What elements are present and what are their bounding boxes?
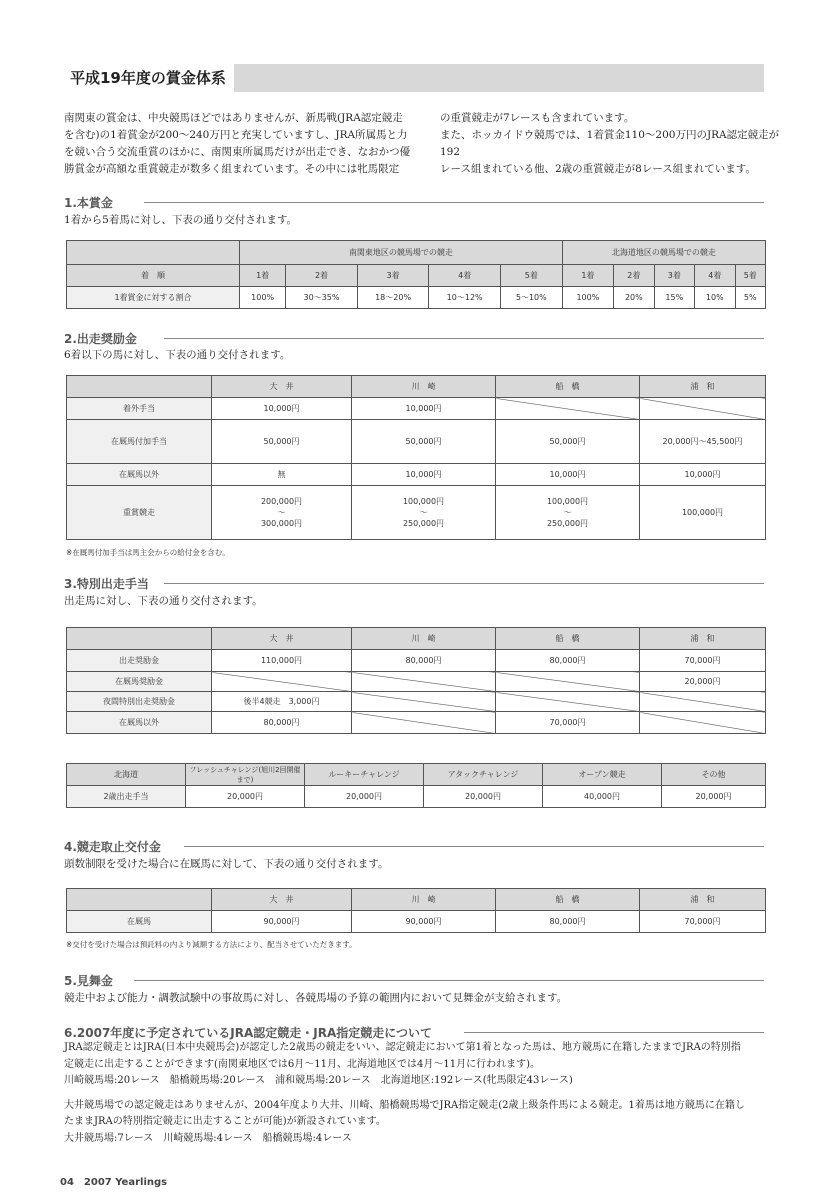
ratio-cell: 18〜20% bbox=[357, 287, 429, 309]
cancel-table bbox=[66, 888, 766, 933]
page-title: 平成19年度の賞金体系 bbox=[62, 64, 234, 92]
ratio-cell: 5〜10% bbox=[500, 287, 562, 309]
body-line: 川崎競馬場:20レース 船橋競馬場:20レース 浦和競馬場:20レース 北海道地区:192レース(牝馬限定43レース) bbox=[64, 1075, 573, 1086]
value-cell: 80,000円 bbox=[352, 650, 496, 672]
empty-cell bbox=[496, 398, 640, 420]
corner-cell bbox=[67, 889, 212, 911]
intro-line: の重賞競走が7レースも含まれています。 bbox=[440, 112, 635, 124]
section-heading bbox=[64, 972, 764, 989]
empty-cell bbox=[352, 692, 496, 712]
range-tilde: 〜 bbox=[277, 508, 286, 517]
track-header: 浦 和 bbox=[640, 376, 766, 398]
row-label: 在厩馬付加手当 bbox=[67, 420, 212, 464]
intro-line: を含む)の1着賞金が200〜240万円と充実していますし、JRA所属馬と力 bbox=[64, 129, 408, 141]
value-cell: 20,000円 bbox=[662, 786, 766, 808]
value-cell: 50,000円 bbox=[212, 420, 352, 464]
spacer bbox=[64, 1090, 776, 1098]
empty-cell bbox=[352, 672, 496, 692]
category-header: その他 bbox=[662, 764, 766, 786]
value-cell: 50,000円 bbox=[496, 420, 640, 464]
range-bottom: 300,000円 bbox=[260, 519, 303, 528]
value-cell: 20,000円 bbox=[305, 786, 424, 808]
empty-cell bbox=[496, 692, 640, 712]
category-header: アタックチャレンジ bbox=[424, 764, 543, 786]
empty-cell bbox=[352, 712, 496, 734]
intro-line: 勝賞金が高額な重賞競走が数多く組まれています。その中には牝馬限定 bbox=[64, 163, 400, 175]
prize-table bbox=[66, 240, 766, 309]
ratio-cell: 15% bbox=[654, 287, 694, 309]
range-tilde: 〜 bbox=[419, 508, 428, 517]
section-desc: 出走馬に対し、下表の通り交付されます。 bbox=[64, 595, 263, 607]
ratio-cell: 100% bbox=[562, 287, 613, 309]
intro-line: レース組まれている他、2歳の重賞競走が8レース組まれています。 bbox=[440, 163, 756, 175]
value-cell: 20,000円 bbox=[186, 786, 305, 808]
empty-cell bbox=[496, 672, 640, 692]
row-label: 着外手当 bbox=[67, 398, 212, 420]
value-cell: 10,000円 bbox=[212, 398, 352, 420]
special-table bbox=[66, 627, 766, 734]
row-label: 在厩馬以外 bbox=[67, 712, 212, 734]
value-cell: 80,000円 bbox=[496, 911, 640, 933]
value-cell: 80,000円 bbox=[496, 650, 640, 672]
section-desc: 競走中および能力・調教試験中の事故馬に対し、各競馬場の予算の範囲内において見舞金が支給されます。 bbox=[64, 992, 568, 1004]
section-title: 5.見舞金 bbox=[64, 974, 113, 988]
track-header: 大 井 bbox=[212, 376, 352, 398]
place-cell: 2着 bbox=[286, 265, 358, 287]
intro-line: また、ホッカイドウ競馬では、1着賞金110〜200万円のJRA認定競走が192 bbox=[440, 129, 780, 158]
incentive-table bbox=[66, 375, 766, 540]
value-cell: 100,000円 bbox=[640, 486, 766, 540]
page-footer bbox=[60, 1177, 167, 1188]
row-label: 重賞競走 bbox=[67, 486, 212, 540]
value-cell: 70,000円 bbox=[496, 712, 640, 734]
place-cell: 5着 bbox=[500, 265, 562, 287]
value-cell: 50,000円 bbox=[352, 420, 496, 464]
section-heading bbox=[64, 575, 764, 592]
title-bar bbox=[62, 64, 764, 92]
row-label: 着 順 bbox=[67, 265, 240, 287]
track-header: 船 橋 bbox=[496, 628, 640, 650]
ratio-cell: 20% bbox=[614, 287, 654, 309]
ratio-cell: 5% bbox=[735, 287, 765, 309]
intro-left bbox=[64, 110, 414, 178]
empty-cell bbox=[640, 712, 766, 734]
value-cell: 10,000円 bbox=[640, 464, 766, 486]
group-header: 北海道地区の競馬場での競走 bbox=[562, 241, 765, 265]
section-title: 6.2007年度に予定されているJRA認定競走・JRA指定競走について bbox=[64, 1026, 433, 1040]
divider bbox=[144, 202, 764, 203]
empty-cell bbox=[640, 398, 766, 420]
place-cell: 3着 bbox=[654, 265, 694, 287]
value-cell: 70,000円 bbox=[640, 650, 766, 672]
ratio-cell: 10〜12% bbox=[429, 287, 501, 309]
ratio-cell: 10% bbox=[695, 287, 735, 309]
value-cell: 40,000円 bbox=[543, 786, 662, 808]
divider bbox=[464, 1032, 764, 1033]
row-label: 夜間特別出走奨励金 bbox=[67, 692, 212, 712]
section-title: 3.特別出走手当 bbox=[64, 577, 149, 591]
body-line: 定競走に出走することができます(南関東地区では6月〜11月、北海道地区では4月〜11月に行われます)。 bbox=[64, 1058, 540, 1070]
row-label: 在厩馬 bbox=[67, 911, 212, 933]
row-label: 在厩馬奨励金 bbox=[67, 672, 212, 692]
place-cell: 3着 bbox=[357, 265, 429, 287]
section-heading bbox=[64, 1024, 764, 1041]
track-header: 川 崎 bbox=[352, 889, 496, 911]
section-body bbox=[64, 1040, 776, 1147]
empty-cell bbox=[640, 692, 766, 712]
track-header: 川 崎 bbox=[352, 376, 496, 398]
body-line: たままJRAの特別指定競走に出走することが可能)が新設されています。 bbox=[64, 1116, 386, 1127]
value-cell: 20,000円 bbox=[640, 672, 766, 692]
corner-cell bbox=[67, 628, 212, 650]
row-label: 2歳出走手当 bbox=[67, 786, 186, 808]
value-cell: 10,000円 bbox=[496, 464, 640, 486]
corner-cell bbox=[67, 376, 212, 398]
range-top: 100,000円 bbox=[402, 497, 445, 506]
place-cell: 4着 bbox=[429, 265, 501, 287]
value-cell: 90,000円 bbox=[352, 911, 496, 933]
empty-cell bbox=[212, 672, 352, 692]
value-cell: 70,000円 bbox=[640, 911, 766, 933]
section-heading bbox=[64, 838, 764, 855]
intro-line: 南関東の賞金は、中央競馬ほどではありませんが、新馬戦(JRA認定競走 bbox=[64, 112, 403, 124]
ratio-cell: 100% bbox=[240, 287, 286, 309]
group-header: 南関東地区の競馬場での競走 bbox=[240, 241, 563, 265]
value-cell: 後半4競走 3,000円 bbox=[212, 692, 352, 712]
place-cell: 5着 bbox=[735, 265, 765, 287]
row-label: 在厩馬以外 bbox=[67, 464, 212, 486]
value-cell: 110,000円 bbox=[212, 650, 352, 672]
place-cell: 1着 bbox=[562, 265, 613, 287]
ratio-cell: 30〜35% bbox=[286, 287, 358, 309]
page-number: 04 bbox=[60, 1177, 74, 1188]
value-cell: 無 bbox=[212, 464, 352, 486]
divider bbox=[184, 846, 764, 847]
range-bottom: 250,000円 bbox=[546, 519, 589, 528]
category-header: オープン競走 bbox=[543, 764, 662, 786]
track-header: 大 井 bbox=[212, 628, 352, 650]
category-header: ルーキーチャレンジ bbox=[305, 764, 424, 786]
region-header: 北海道 bbox=[67, 764, 186, 786]
value-cell: 10,000円 bbox=[352, 398, 496, 420]
range-top: 100,000円 bbox=[546, 497, 589, 506]
body-line: 大井競馬場:7レース 川崎競馬場:4レース 船橋競馬場:4レース bbox=[64, 1132, 352, 1144]
section-heading bbox=[64, 194, 764, 211]
value-cell: 20,000円〜45,500円 bbox=[640, 420, 766, 464]
category-header: フレッシュチャレンジ(旭川2回開催まで) bbox=[186, 764, 305, 786]
track-header: 浦 和 bbox=[640, 889, 766, 911]
body-line: 大井競馬場での認定競走はありませんが、2004年度より大井、川崎、船橋競馬場でJRA指定競走(2歳上級条件馬による競走。1着馬は地方競馬に在籍し bbox=[64, 1099, 745, 1111]
divider bbox=[164, 338, 764, 339]
place-cell: 1着 bbox=[240, 265, 286, 287]
body-line: JRA認定競走とはJRA(日本中央競馬会)が認定した2歳馬の競走をいい、認定競走において第1着となった馬は、地方競馬に在籍したままでJRAの特別指 bbox=[64, 1042, 741, 1053]
intro-line: を競い合う交流重賞のほかに、南関東所属馬だけが出走でき、なおかつ優 bbox=[64, 146, 411, 158]
range-cell bbox=[212, 486, 352, 540]
place-cell: 2着 bbox=[614, 265, 654, 287]
corner-cell bbox=[67, 241, 240, 265]
section-title: 4.競走取止交付金 bbox=[64, 840, 161, 854]
track-header: 浦 和 bbox=[640, 628, 766, 650]
value-cell: 20,000円 bbox=[424, 786, 543, 808]
section-desc: 頭数制限を受けた場合に在厩馬に対して、下表の通り交付されます。 bbox=[64, 858, 389, 870]
section-title: 1.本賞金 bbox=[64, 196, 113, 210]
track-header: 船 橋 bbox=[496, 376, 640, 398]
track-header: 川 崎 bbox=[352, 628, 496, 650]
range-cell bbox=[352, 486, 496, 540]
footnote: ※交付を受けた場合は預託料の内より減額する方法により、配当させていただきます。 bbox=[66, 940, 357, 949]
place-cell: 4着 bbox=[695, 265, 735, 287]
value-cell: 90,000円 bbox=[212, 911, 352, 933]
section-desc: 1着から5着馬に対し、下表の通り交付されます。 bbox=[64, 214, 298, 226]
track-header: 大 井 bbox=[212, 889, 352, 911]
row-label: 出走奨励金 bbox=[67, 650, 212, 672]
row-label: 1着賞金に対する割合 bbox=[67, 287, 240, 309]
track-header: 船 橋 bbox=[496, 889, 640, 911]
hokkaido-table bbox=[66, 763, 766, 808]
range-bottom: 250,000円 bbox=[402, 519, 445, 528]
section-desc: 6着以下の馬に対し、下表の通り交付されます。 bbox=[64, 349, 291, 361]
section-title: 2.出走奨励金 bbox=[64, 332, 137, 346]
range-top: 200,000円 bbox=[260, 497, 303, 506]
divider bbox=[134, 980, 764, 981]
value-cell: 80,000円 bbox=[212, 712, 352, 734]
footer-label: 2007 Yearlings bbox=[83, 1177, 168, 1188]
value-cell: 10,000円 bbox=[352, 464, 496, 486]
section-heading bbox=[64, 330, 764, 347]
range-cell bbox=[496, 486, 640, 540]
intro-right bbox=[440, 110, 780, 178]
range-tilde: 〜 bbox=[563, 508, 572, 517]
divider bbox=[164, 583, 764, 584]
footnote: ※在厩馬付加手当は馬主会からの給付金を含む。 bbox=[66, 548, 230, 557]
